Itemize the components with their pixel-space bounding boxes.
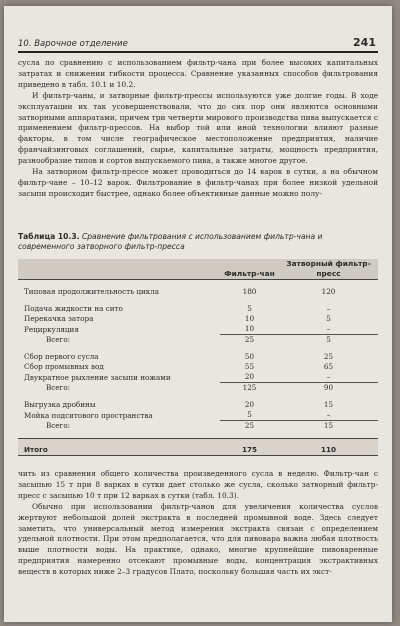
table-row xyxy=(18,362,378,372)
lauter-tun-value: 5 xyxy=(247,304,252,313)
subtotal-row xyxy=(18,383,378,394)
mash-filter-value: 25 xyxy=(323,352,334,361)
mash-filter-value: 5 xyxy=(279,335,378,346)
lauter-tun-value: 175 xyxy=(220,439,279,456)
subtotal-row xyxy=(18,335,378,346)
spacer-row xyxy=(18,431,378,439)
mash-filter-value: 15 xyxy=(279,421,378,432)
lauter-tun-value: 25 xyxy=(220,421,279,432)
paragraph: Обычно при использовании фильтр-чанов для увеличения количества суслов жертвуют небольшой долей экстракта в последней промывной воде. Здесь следует заметить, что универсальный метод измерения экстракта связан с определением удельной плотности. При этом предполагается, что для пивовара важна любая плотность выше плотности воды. На практике, однако, многие крупнейшие пивоваренные предприятия намеренно отсекают промывные воды, концентрация экстрактивных веществ в которых ниже 2–3 градусов Плато, поскольку большая часть их экст- xyxy=(18,501,378,577)
paragraph: И фильтр-чаны, и затворные фильтр-прессы используются уже долгие годы. В ходе эксплуатации их так усовершенствовали, что до сих пор они являются основными затворными аппаратами, причем три четверти мирового производства пива выпускается с применением фильтр-прессов. На выбор той или иной технологии влияют разные факторы, в том числе географическое местоположение предприятия, наличие франчайзинговых соглашений, сырье, капитальные затраты, мощность предприятия, разнообразие типов и сортов выпускаемого пива, а также многое другое. xyxy=(18,90,378,166)
table-row xyxy=(18,400,378,410)
table-caption xyxy=(18,232,378,252)
spacer-row xyxy=(18,345,378,352)
row-label: Всего: xyxy=(46,383,71,392)
row-label: Двукратное рыхление засыпи ножами xyxy=(24,372,171,382)
row-label: Рециркуляция xyxy=(24,324,79,334)
spacer-row xyxy=(18,280,378,288)
row-label: Подача жидкости на сито xyxy=(24,304,123,313)
filtration-table xyxy=(18,259,378,456)
row-label: Всего: xyxy=(46,335,71,344)
row-label: Всего: xyxy=(46,421,71,430)
lauter-tun-value: 10 xyxy=(244,324,255,333)
table-row xyxy=(18,372,378,383)
lauter-tun-value: 55 xyxy=(244,362,255,371)
paragraph: сусла по сравнению с использованием фильтр-чана при более высоких капитальных затратах и снижении гибкости процесса. Сравнение указанных способов фильтрования приведено в табл. 10.1 и 10.2. xyxy=(18,58,378,89)
lauter-tun-value: 180 xyxy=(242,287,257,296)
mash-filter-value: 65 xyxy=(323,362,334,371)
paragraph: На затворном фильтр-прессе может проводиться до 14 варок в сутки, а на обычном фильтр-чане – 10–12 варок. Фильтрование в фильтр-чанах при более низкой удельной засыпи происходит быстрее, однако более объективные данные можно полу- xyxy=(18,167,378,198)
lauter-tun-value: 5 xyxy=(247,410,252,419)
grand-total-row xyxy=(18,439,378,456)
column-header-lauter-tun: Фильтр-чан xyxy=(220,259,279,280)
spacer-row xyxy=(18,297,378,304)
table-header-row xyxy=(18,259,378,280)
lauter-tun-value: 20 xyxy=(244,400,255,409)
mash-filter-value: – xyxy=(326,304,331,313)
mash-filter-value: 5 xyxy=(326,314,331,323)
table-number: Таблица 10.3. xyxy=(18,232,80,241)
page-number: 241 xyxy=(353,36,376,49)
mash-filter-value: 15 xyxy=(323,400,334,409)
row-label: Мойка подситового пространства xyxy=(24,410,153,420)
paragraph: чить из сравнения общего количества произведенного сусла в неделю. Фильтр-чан с засыпью 15 т при 8 варках в сутки дает столько же сусла, сколько затворный фильтр-пресс с засыпью 10 т при 12 варках в сутки (табл. 10.3). xyxy=(18,469,378,500)
book-page xyxy=(4,6,392,622)
mash-filter-value: 120 xyxy=(321,287,336,296)
lauter-tun-value: 125 xyxy=(220,383,279,394)
mash-filter-value: – xyxy=(326,410,331,419)
table-row xyxy=(18,324,378,335)
chapter-title: 10. Варочное отделение xyxy=(18,39,128,49)
lauter-tun-value: 50 xyxy=(244,352,255,361)
header-blank xyxy=(18,259,220,280)
header-rule xyxy=(18,51,378,53)
table-row xyxy=(18,314,378,324)
table-title: Сравнение фильтрования с использованием фильтр-чана и современного затворного фильтр-пресса xyxy=(18,232,323,251)
lauter-tun-value: 10 xyxy=(244,314,255,323)
row-label: Итого xyxy=(18,439,220,456)
spacer-row xyxy=(18,393,378,400)
lauter-tun-value: 25 xyxy=(220,335,279,346)
row-label: Выгрузка дробины xyxy=(24,400,96,409)
row-label: Сбор первого сусла xyxy=(24,352,99,361)
column-header-mash-filter: Затворный фильтр-пресс xyxy=(279,259,378,280)
mash-filter-value: – xyxy=(326,372,331,381)
row-label: Сбор промывных вод xyxy=(24,362,104,371)
table-row xyxy=(18,352,378,362)
row-label: Перекачка затора xyxy=(24,314,94,323)
table-row xyxy=(18,410,378,421)
row-label: Типовая продолжительность цикла xyxy=(24,287,160,296)
lauter-tun-value: 20 xyxy=(244,372,255,381)
table-row xyxy=(18,287,378,297)
body-text-bottom xyxy=(18,469,378,578)
mash-filter-value: 110 xyxy=(279,439,378,456)
table-row xyxy=(18,304,378,314)
mash-filter-value: 90 xyxy=(279,383,378,394)
body-text-top xyxy=(18,58,378,200)
mash-filter-value: – xyxy=(326,324,331,333)
subtotal-row xyxy=(18,421,378,432)
